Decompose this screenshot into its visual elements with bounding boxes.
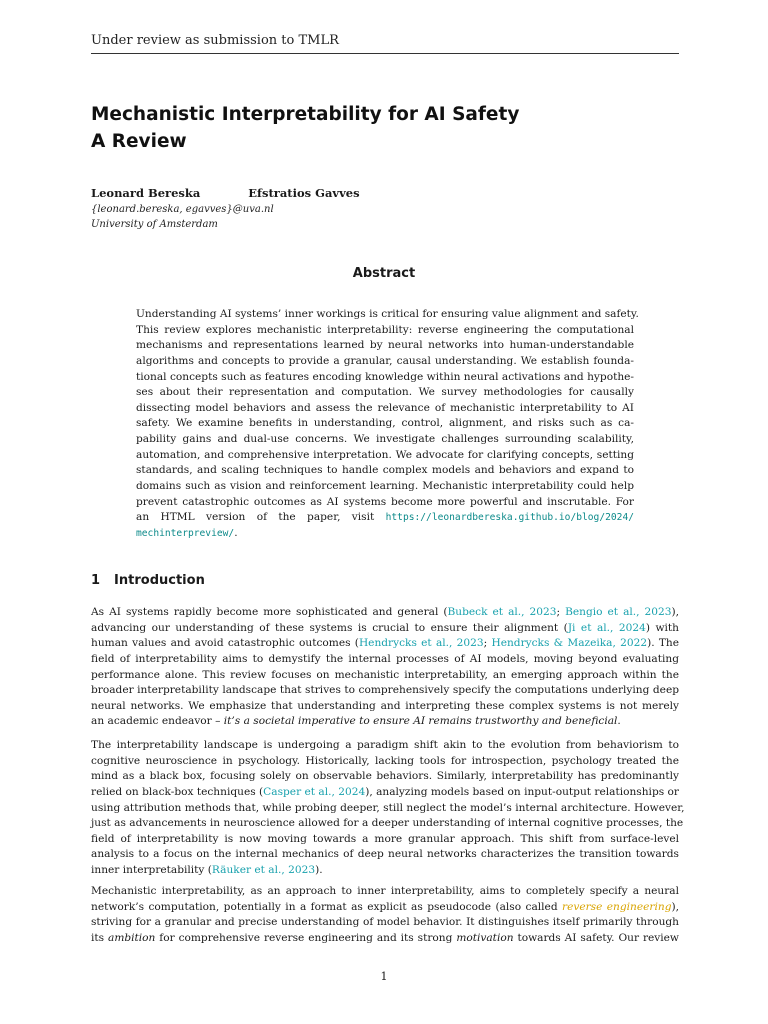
section-title: Introduction: [114, 573, 205, 588]
text-line: neural networks. We emphasize that understanding and interpreting these complex systems is not merely: [91, 699, 679, 712]
section-number: 1: [91, 573, 101, 588]
paper-html-link[interactable]: https://leonardbereska.github.io/blog/2024/: [385, 512, 634, 524]
abstract-line: pability gains and dual-use concerns. We investigate challenges surrounding scalability,: [136, 433, 634, 446]
text-line: field of interpretability aims to demystify the internal processes of AI models, moving beyond evaluating: [91, 652, 679, 665]
page-number: 1: [380, 970, 388, 983]
citation-link[interactable]: Casper et al., 2024: [263, 785, 366, 798]
abstract-line: algorithms and concepts to provide a granular, causal understanding. We establish founda-: [136, 354, 634, 367]
citation-link[interactable]: Ji et al., 2024: [567, 621, 646, 634]
title-line-2: A Review: [91, 131, 187, 152]
intro-paragraph-2: [91, 738, 685, 879]
reverse-engineering-link[interactable]: reverse engineering: [562, 900, 672, 913]
paper-html-link-cont[interactable]: mechinterpreview/: [136, 527, 235, 539]
title-line-1: Mechanistic Interpretability for AI Safety: [91, 104, 520, 125]
text-line: human values and avoid catastrophic outcomes (Hendrycks et al., 2023; Hendrycks & Mazeika, 2022). The: [91, 637, 680, 650]
emphasis: motivation: [456, 931, 514, 944]
text-line: mind as a black box, focusing solely on observable behaviors. Similarly, interpretability has predominantly: [91, 770, 679, 783]
author-2: Efstratios Gavves: [248, 186, 360, 200]
text-line: just as advancements in neuroscience allowed for a deeper understanding of internal cognitive processes, the: [91, 817, 684, 830]
citation-link[interactable]: Hendrycks & Mazeika, 2022: [491, 637, 648, 650]
abstract-line: safety. We examine benefits in understanding, control, alignment, and risks such as ca-: [136, 417, 634, 430]
text-line: As AI systems rapidly become more sophisticated and general (Bubeck et al., 2023; Bengio et al., 2023),: [91, 606, 680, 618]
text-line: its ambition for comprehensive reverse engineering and its strong motivation towards AI safety. Our review: [91, 931, 679, 944]
intro-paragraph-1: [91, 605, 679, 730]
abstract-line: This review explores mechanistic interpretability: reverse engineering the computational: [136, 323, 634, 336]
abstract-line: standards, and scaling techniques to handle complex models and behaviors and expand to: [136, 464, 634, 477]
citation-link[interactable]: Hendrycks et al., 2023: [358, 637, 484, 650]
section-heading-introduction: [91, 573, 205, 588]
abstract-url-line: an HTML version of the paper, visit https://leonardbereska.github.io/blog/2024/: [136, 511, 634, 524]
abstract-line: Understanding AI systems’ inner workings is critical for ensuring value alignment and safety.: [136, 308, 639, 320]
text-line: field of interpretability is now moving towards a more granular approach. This shift from surface-level: [91, 832, 679, 845]
abstract-url-line-2: mechinterpreview/.: [136, 526, 238, 539]
abstract-line: domains such as vision and reinforcement learning. Mechanistic interpretability could help: [136, 480, 634, 493]
text-line: relied on black-box techniques (Casper et al., 2024), analyzing models based on input-output relationships or: [91, 785, 679, 798]
text-line: performance alone. This review focuses on mechanistic interpretability, an emerging approach within the: [91, 668, 679, 681]
text-line: Mechanistic interpretability, as an approach to inner interpretability, aims to completely specify a neural: [91, 885, 679, 897]
author-1: Leonard Bereska: [91, 186, 201, 200]
citation-link[interactable]: Bengio et al., 2023: [565, 606, 672, 618]
abstract-line: automation, and comprehensive interpretation. We advocate for clarifying concepts, setting: [136, 448, 634, 461]
author-email: {leonard.bereska, egavves}@uva.nl: [91, 204, 274, 215]
author-names: [91, 186, 360, 200]
text-line: network’s computation, potentially in a format as explicit as pseudocode (also called reverse engineering),: [91, 900, 679, 913]
text-line: striving for a granular and precise understanding of model behavior. It distinguishes itself primarily through: [91, 916, 679, 929]
text-line: The interpretability landscape is undergoing a paradigm shift akin to the evolution from behaviorism to: [91, 739, 679, 751]
abstract-line: prevent catastrophic outcomes as AI systems become more powerful and inscrutable. For: [136, 495, 634, 508]
text-line: advancing our understanding of these systems is crucial to ensure their alignment (Ji et al., 2024) with: [91, 621, 679, 634]
citation-link[interactable]: Bubeck et al., 2023: [447, 606, 557, 618]
running-head: Under review as submission to TMLR: [91, 33, 339, 48]
text-line: using attribution methods that, while probing deeper, still neglect the model’s internal architecture. However,: [91, 801, 685, 814]
abstract-heading: Abstract: [352, 266, 416, 281]
abstract-body: [136, 307, 639, 542]
text-line: cognitive neuroscience in psychology. Historically, lacking tools for introspection, psychology treated the: [91, 754, 679, 767]
text-line: an academic endeavor – it’s a societal imperative to ensure AI remains trustworthy and beneficial.: [91, 715, 621, 728]
text-line: inner interpretability (Räuker et al., 2023).: [91, 864, 323, 877]
emphasis: ambition: [108, 931, 156, 944]
abstract-line: ses about their representation and computation. We survey methodologies for causally: [136, 386, 634, 399]
author-institution: University of Amsterdam: [91, 219, 218, 230]
abstract-line: tional concepts such as features encoding knowledge within neural activations and hypothe-: [136, 370, 634, 383]
abstract-line: mechanisms and representations learned by neural networks into human-understandable: [136, 339, 634, 352]
paper-title: [91, 101, 691, 155]
citation-link[interactable]: Räuker et al., 2023: [211, 864, 316, 877]
abstract-line: dissecting model behaviors and assess the relevance of mechanistic interpretability to AI: [136, 401, 634, 414]
text-line: analysis to a focus on the internal mechanics of deep neural networks characterizes the transition towards: [91, 848, 679, 861]
header-rule: [91, 53, 679, 54]
text-line: broader interpretability landscape that strives to comprehensively specify the computations underlying deep: [91, 684, 679, 697]
emphasis: it’s a societal imperative to ensure AI remains trustworthy and beneficial: [223, 715, 618, 728]
intro-paragraph-3: [91, 884, 679, 947]
